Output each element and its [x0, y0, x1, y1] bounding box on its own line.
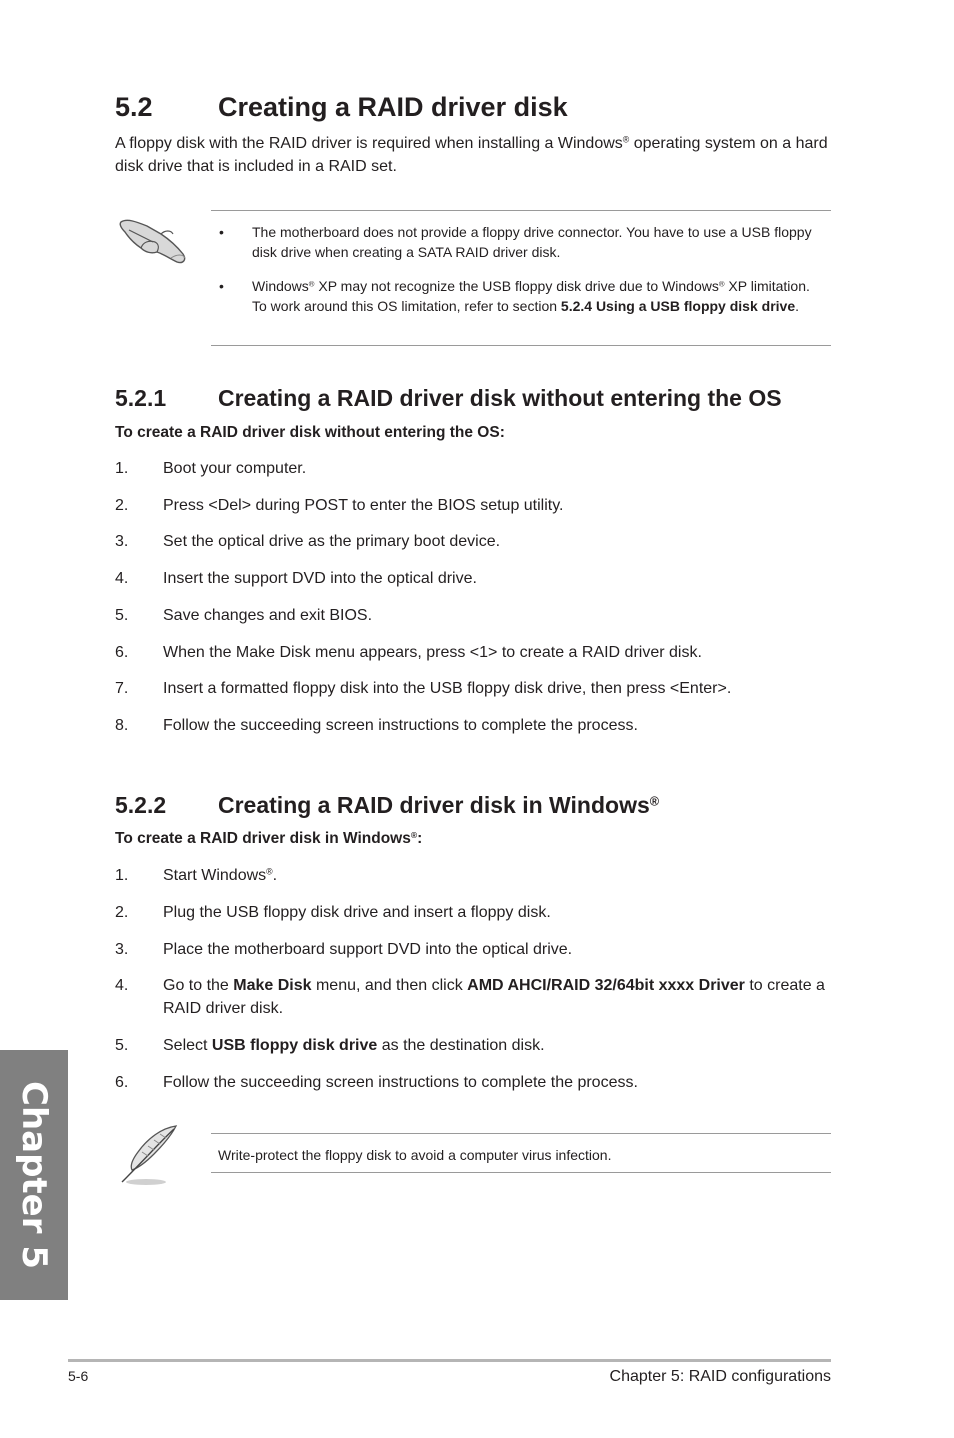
hand-icon [115, 208, 190, 268]
list-item: 4. Insert the support DVD into the optical drive. [115, 570, 477, 587]
list-item: 5. Save changes and exit BIOS. [115, 607, 373, 624]
list-item: 4. Go to the Make Disk menu, and then click AMD AHCI/RAID 32/64bit xxxx Driver to create a RAID driver disk. [115, 977, 825, 1017]
list-item: 3. Place the motherboard support DVD into the optical drive. [115, 941, 573, 958]
subsection-title: Creating a RAID driver disk in Windows [218, 792, 650, 818]
note-item [211, 276, 826, 316]
section-intro [115, 132, 830, 178]
page-number: 5-6 [68, 1368, 89, 1384]
feather-pen-icon [112, 1122, 182, 1188]
list-item: 1. Boot your computer. [115, 460, 307, 477]
list-item: 2. Plug the USB floppy disk drive and insert a floppy disk. [115, 904, 551, 921]
bullet: • [219, 224, 224, 240]
list-item: 7. Insert a formatted floppy disk into the USB floppy disk drive, then press <Enter>. [115, 680, 732, 697]
chapter-tab-label: Chapter 5 [14, 1080, 54, 1270]
note-text: Write-protect the floppy disk to avoid a computer virus infection. [218, 1147, 612, 1163]
note-bottom-rule [211, 1172, 831, 1173]
subsection-heading [115, 385, 782, 412]
procedure-lead: To create a RAID driver disk without entering the OS: [115, 424, 505, 441]
footer-chapter-title: Chapter 5: RAID configurations [609, 1368, 831, 1385]
section-title: Creating a RAID driver disk [218, 92, 568, 122]
subsection-title: Creating a RAID driver disk without entering the OS [218, 385, 782, 411]
note-top-rule [211, 1133, 831, 1134]
bullet: • [219, 278, 224, 294]
note-top-rule [211, 210, 831, 211]
list-item: 5. Select USB floppy disk drive as the destination disk. [115, 1037, 545, 1054]
footer-rule [68, 1359, 831, 1362]
note-text: The motherboard does not provide a floppy drive connector. You have to use a USB floppy disk drive when creating a SATA RAID driver disk. [252, 224, 812, 260]
list-item: 1. Start Windows®. [115, 866, 278, 884]
subsection-heading: 5.2.2 Creating a RAID driver disk in Windows® [115, 792, 660, 818]
note-bottom-rule [211, 345, 831, 346]
procedure-lead: To create a RAID driver disk in Windows®: [115, 829, 423, 847]
registered-mark: ® [622, 134, 630, 145]
chapter-tab [0, 1050, 68, 1300]
list-item: 3. Set the optical drive as the primary boot device. [115, 533, 501, 550]
list-item: 6. Follow the succeeding screen instructions to complete the process. [115, 1074, 638, 1091]
intro-text-2: operating system on a hard disk drive that is included in a RAID set. [115, 135, 828, 175]
intro-text-1: A floppy disk with the RAID driver is required when installing a Windows [115, 135, 623, 152]
section-heading [115, 92, 568, 123]
note-text: Windows® XP may not recognize the USB floppy disk drive due to Windows® XP limitation. To work around this OS limitation, refer to section 5.2.4 Using a USB floppy disk drive. [252, 278, 810, 314]
list-item: 6. When the Make Disk menu appears, press <1> to create a RAID driver disk. [115, 644, 702, 661]
subsection-number: 5.2.2 [115, 792, 167, 818]
section-number: 5.2 [115, 92, 153, 122]
list-item: 8. Follow the succeeding screen instructions to complete the process. [115, 717, 638, 734]
subsection-number: 5.2.1 [115, 385, 167, 411]
list-item: 2. Press <Del> during POST to enter the BIOS setup utility. [115, 497, 564, 514]
note-item [211, 222, 826, 262]
